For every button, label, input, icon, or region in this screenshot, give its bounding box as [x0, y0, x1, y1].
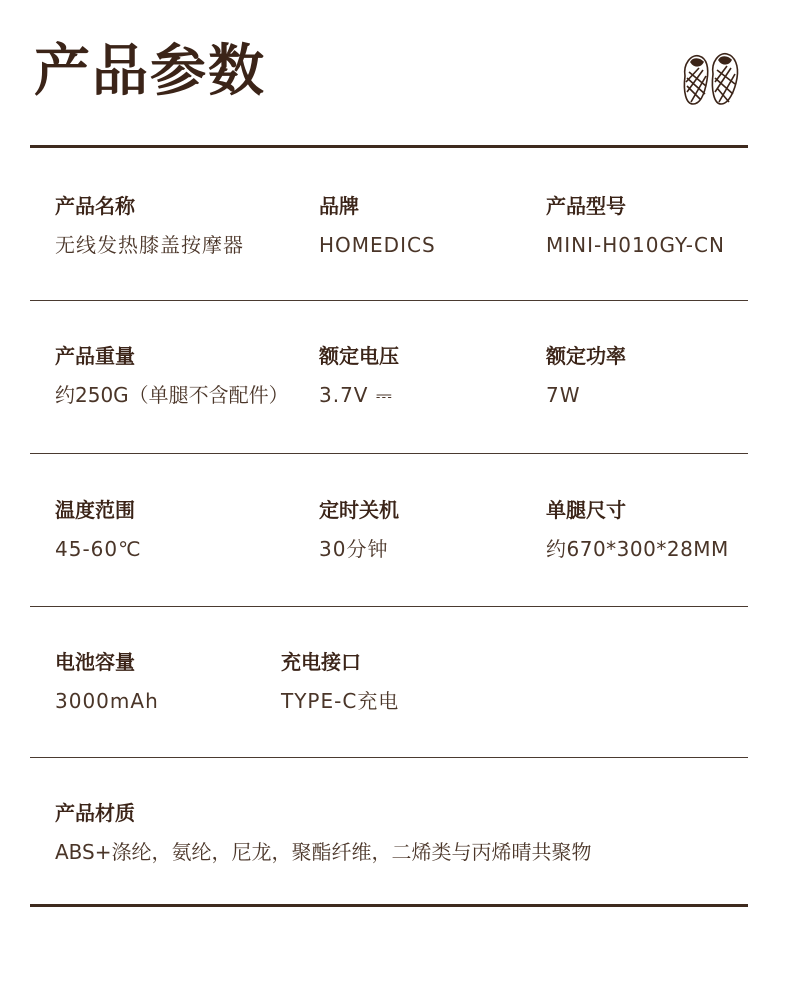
param-value: 3000mAh — [55, 689, 159, 713]
param-power — [546, 344, 626, 407]
param-product-name — [55, 194, 244, 257]
param-label: 产品名称 — [55, 194, 135, 218]
param-value: TYPE-C充电 — [281, 689, 400, 713]
row-divider — [30, 757, 748, 758]
param-brand — [319, 194, 436, 257]
param-value: 约670*300*28MM — [546, 537, 729, 561]
param-value: 7W — [546, 383, 581, 407]
param-size — [546, 498, 729, 561]
param-label: 产品重量 — [55, 344, 135, 368]
param-label: 单腿尺寸 — [546, 498, 626, 522]
param-value: 30分钟 — [319, 537, 389, 561]
header-divider — [30, 145, 748, 148]
param-value: 无线发热膝盖按摩器 — [55, 233, 244, 257]
param-label: 品牌 — [319, 194, 359, 218]
param-timer — [319, 498, 399, 561]
param-label: 充电接口 — [281, 650, 361, 674]
row-divider — [30, 606, 748, 607]
param-value: HOMEDICS — [319, 233, 436, 257]
param-charging-port — [281, 650, 399, 713]
param-battery — [55, 650, 159, 713]
param-label: 产品材质 — [55, 801, 135, 825]
param-label: 电池容量 — [55, 650, 135, 674]
param-value: MINI-H010GY-CN — [546, 233, 725, 257]
param-label: 温度范围 — [55, 498, 135, 522]
param-temperature — [55, 498, 142, 561]
param-voltage — [319, 344, 399, 407]
param-material — [55, 801, 592, 864]
param-weight — [55, 344, 289, 407]
param-label: 额定功率 — [546, 344, 626, 368]
param-value: 45-60℃ — [55, 537, 142, 561]
knee-massager-icon — [677, 46, 745, 114]
param-label: 额定电压 — [319, 344, 399, 368]
param-model — [546, 194, 725, 257]
row-divider — [30, 300, 748, 301]
param-value: 约250G（单腿不含配件） — [55, 383, 289, 407]
param-label: 定时关机 — [319, 498, 399, 522]
param-value: 3.7V ⎓ — [319, 383, 393, 407]
footer-divider — [30, 904, 748, 907]
param-value: ABS+涤纶，氨纶，尼龙，聚酯纤维，二烯类与丙烯晴共聚物 — [55, 840, 592, 864]
page-title: 产品参数 — [34, 39, 266, 104]
param-label: 产品型号 — [546, 194, 626, 218]
row-divider — [30, 453, 748, 454]
